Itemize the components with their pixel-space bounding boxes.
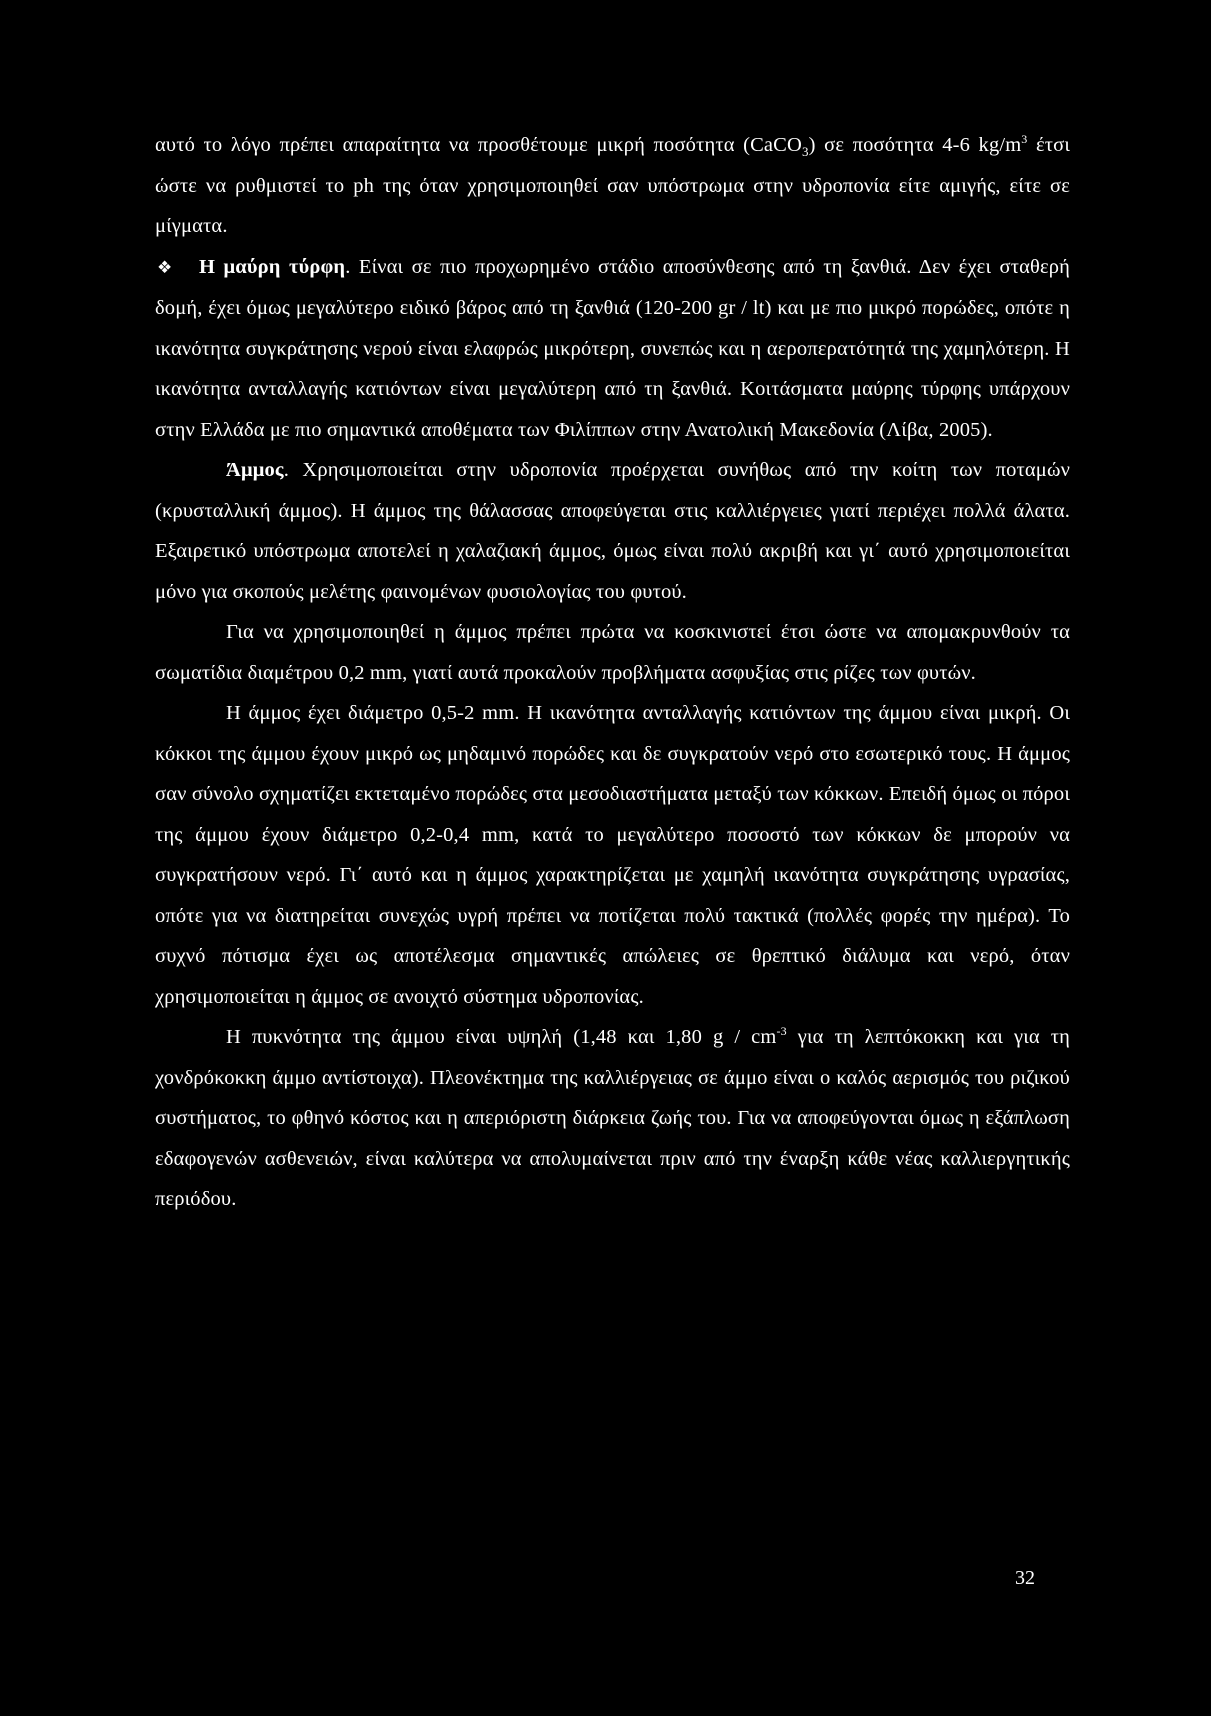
paragraph-sand: Άμμος. Χρησιμοποιείται στην υδροπονία προέρχεται συνήθως από την κοίτη των ποταμών (κρυσταλλική άμμος). Η άμμος της θάλασσας αποφεύγεται στις καλλιέργειες γιατί περιέχει πολλά άλατα. Εξαιρετικό υπόστρωμα αποτελεί η χαλαζιακή άμμος, όμως είναι πολύ ακριβή και γι΄ αυτό χρησιμοποιείται μόνο για σκοπούς μελέτης φαινομένων φυσιολογίας του φυτού.	[155, 459, 1070, 603]
paragraph-caco3: αυτό το λόγο πρέπει απαραίτητα να προσθέτουμε μικρή ποσότητα (CaCO$_3$) σε ποσότητα 4-6 $kg/m^3$ έτσι ώστε να ρυθμιστεί το ph της όταν χρησιμοποιηθεί σαν υπόστρωμα στην υδροπονία είτε αμιγής, είτε σε μίγματα.	[155, 132, 1071, 237]
body-text	[155, 125, 1070, 1220]
term-sand: Άμμος	[226, 459, 284, 481]
paragraph-sand-density: Η πυκνότητα της άμμου είναι υψηλή (1,48 και 1,80 g / $cm^{-3}$ για τη λεπτόκοκκη και για τη χονδρόκοκκη άμμο αντίστοιχα). Πλεονέκτημα της καλλιέργειας σε άμμο είναι ο καλός αερισμός του ριζικού συστήματος, το φθηνό κόστος και η απεριόριστη διάρκεια ζωής του. Για να αποφεύγονται όμως η εξάπλωση εδαφογενών ασθενειών, είναι καλύτερα να απολυμαίνεται πριν από την έναρξη κάθε νέας καλλιεργητικής περιόδου.	[155, 1024, 1071, 1210]
page-number: 32	[1015, 1567, 1035, 1589]
paragraph-black-peat: ❖ Η μαύρη τύρφη. Είναι σε πιο προχωρημένο στάδιο αποσύνθεσης από τη ξανθιά. Δεν έχει σταθερή δομή, έχει όμως μεγαλύτερο ειδικό βάρος από τη ξανθιά (120-200 gr / lt) και με πιο μικρό πορώδες, οπότε η ικανότητα συγκράτησης νερού είναι ελαφρώς μικρότερη, συνεπώς και η αεροπερατότητά της χαμηλότερη. Η ικανότητα ανταλλαγής κατιόντων είναι μεγαλύτερη από τη ξανθιά. Κοιτάσματα μαύρης τύρφης υπάρχουν στην Ελλάδα με πιο σημαντικά αποθέματα των Φιλίππων στην Ανατολική Μακεδονία (Λίβα, 2005).	[155, 247, 1070, 451]
bullet-diamond-icon: ❖	[157, 257, 173, 277]
paragraph-sand-sieving: Για να χρησιμοποιηθεί η άμμος πρέπει πρώτα να κοσκινιστεί έτσι ώστε να απομακρυνθούν τα σωματίδια διαμέτρου 0,2 mm, γιατί αυτά προκαλούν προβλήματα ασφυξίας στις ρίζες των φυτών.	[155, 621, 1070, 684]
term-black-peat: Η μαύρη τύρφη	[199, 255, 346, 278]
paragraph-sand-diameter: Η άμμος έχει διάμετρο 0,5-2 mm. Η ικανότητα ανταλλαγής κατιόντων της άμμου είναι μικρή. Οι κόκκοι της άμμου έχουν μικρό ως μηδαμινό πορώδες και δε συγκρατούν νερό στο εσωτερικό τους. Η άμμος σαν σύνολο σχηματίζει εκτεταμένο πορώδες στα μεσοδιαστήματα μεταξύ των κόκκων. Επειδή όμως οι πόροι της άμμου έχουν διάμετρο 0,2-0,4 mm, κατά το μεγαλύτερο ποσοστό των κόκκων δε μπορούν να συγκρατήσουν νερό. Γι΄ αυτό και η άμμος χαρακτηρίζεται με χαμηλή ικανότητα συγκράτησης υγρασίας, οπότε για να διατηρείται συνεχώς υγρή πρέπει να ποτίζεται πολύ τακτικά (πολλές φορές την ημέρα). Το συχνό πότισμα έχει ως αποτέλεσμα σημαντικές απώλειες σε θρεπτικό διάλυμα και νερό, όταν χρησιμοποιείται η άμμος σε ανοιχτό σύστημα υδροπονίας.	[155, 702, 1070, 1008]
